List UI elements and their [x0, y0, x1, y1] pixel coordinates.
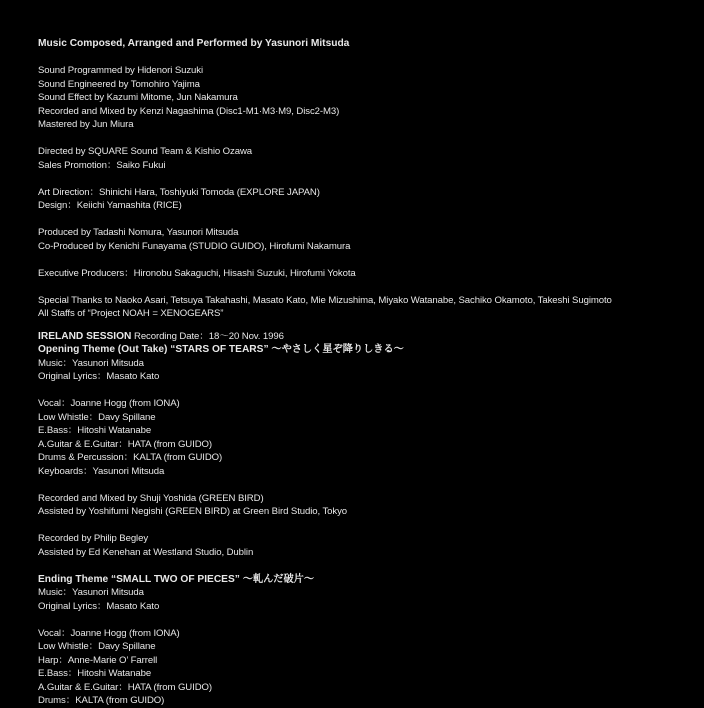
main-credit-heading: Music Composed, Arranged and Performed by Yasunori Mitsuda	[38, 38, 350, 49]
musician-line: Low Whistle：Davy Spillane	[38, 411, 156, 423]
credit-line: Executive Producers：Hironobu Sakaguchi, Hisashi Suzuki, Hirofumi Yokota	[38, 267, 356, 279]
credit-line: All Staffs of “Project NOAH = XENOGEARS”	[38, 308, 224, 319]
ending-theme-title: Ending Theme “SMALL TWO OF PIECES” ～軋んだ破片～	[38, 573, 315, 585]
credit-line: Recorded by Philip Begley	[38, 533, 149, 544]
credit-line: Design：Keiichi Yamashita (RICE)	[38, 200, 182, 211]
ireland-session	[38, 330, 698, 708]
musician-line: Vocal：Joanne Hogg (from IONA)	[38, 627, 180, 639]
credit-line: Sound Effect by Kazumi Mitome, Jun Nakamura	[38, 92, 238, 103]
production-credits	[38, 226, 698, 253]
musician-line: Keyboards：Yasunori Mitsuda	[38, 465, 165, 477]
musician-line: Low Whistle：Davy Spillane	[38, 641, 156, 652]
credit-line: Original Lyrics：Masato Kato	[38, 600, 160, 612]
credit-line: Sales Promotion：Saiko Fukui	[38, 159, 166, 171]
credit-line: Sound Programmed by Hidenori Suzuki	[38, 65, 204, 76]
credit-line: Music：Yasunori Mitsuda	[38, 587, 144, 598]
credit-line: Mastered by Jun Miura	[38, 119, 134, 130]
art-credits	[38, 186, 698, 213]
musician-line: A.Guitar & E.Guitar：HATA (from GUIDO)	[38, 681, 212, 693]
credit-line: Recorded and Mixed by Kenzi Nagashima (Disc1-M1·M3·M9, Disc2-M3)	[38, 105, 340, 117]
special-thanks	[38, 294, 698, 321]
musician-line: E.Bass：Hitoshi Watanabe	[38, 668, 152, 679]
musician-line: E.Bass：Hitoshi Watanabe	[38, 425, 152, 436]
recording-date: Recording Date：18～20 Nov. 1996	[133, 330, 284, 342]
musician-line: A.Guitar & E.Guitar：HATA (from GUIDO)	[38, 438, 212, 450]
credit-line: Sound Engineered by Tomohiro Yajima	[38, 78, 200, 90]
liner-notes-page	[38, 37, 698, 708]
direction-credits	[38, 145, 698, 172]
credit-line: Special Thanks to Naoko Asari, Tetsuya Takahashi, Masato Kato, Mie Mizushima, Miyako Watanabe, Sachiko Okamoto, Takeshi Sugimoto	[38, 294, 612, 306]
credit-line: Assisted by Yoshifumi Negishi (GREEN BIRD) at Green Bird Studio, Tokyo	[38, 506, 348, 517]
executive-credits	[38, 267, 698, 281]
musician-line: Vocal：Joanne Hogg (from IONA)	[38, 398, 180, 409]
credit-line: Assisted by Ed Kenehan at Westland Studio, Dublin	[38, 546, 254, 558]
credit-line: Recorded and Mixed by Shuji Yoshida (GREEN BIRD)	[38, 492, 264, 504]
credit-line: Art Direction：Shinichi Hara, Toshiyuki Tomoda (EXPLORE JAPAN)	[38, 186, 320, 198]
credit-line: Original Lyrics：Masato Kato	[38, 371, 160, 382]
musician-line: Drums & Percussion：KALTA (from GUIDO)	[38, 452, 223, 463]
musician-line: Drums：KALTA (from GUIDO)	[38, 695, 165, 706]
session-heading: IRELAND SESSION	[38, 330, 132, 342]
opening-theme-title: Opening Theme (Out Take) “STARS OF TEARS” ～やさしく星ぞ降りしきる～	[38, 344, 404, 355]
credit-line: Co-Produced by Kenichi Funayama (STUDIO GUIDO), Hirofumi Nakamura	[38, 240, 351, 252]
sound-credits	[38, 64, 698, 132]
credit-line: Music：Yasunori Mitsuda	[38, 357, 144, 369]
musician-line: Harp：Anne-Marie O’ Farrell	[38, 654, 158, 666]
credit-line: Directed by SQUARE Sound Team & Kishio Ozawa	[38, 146, 253, 157]
credit-line: Produced by Tadashi Nomura, Yasunori Mitsuda	[38, 227, 239, 238]
